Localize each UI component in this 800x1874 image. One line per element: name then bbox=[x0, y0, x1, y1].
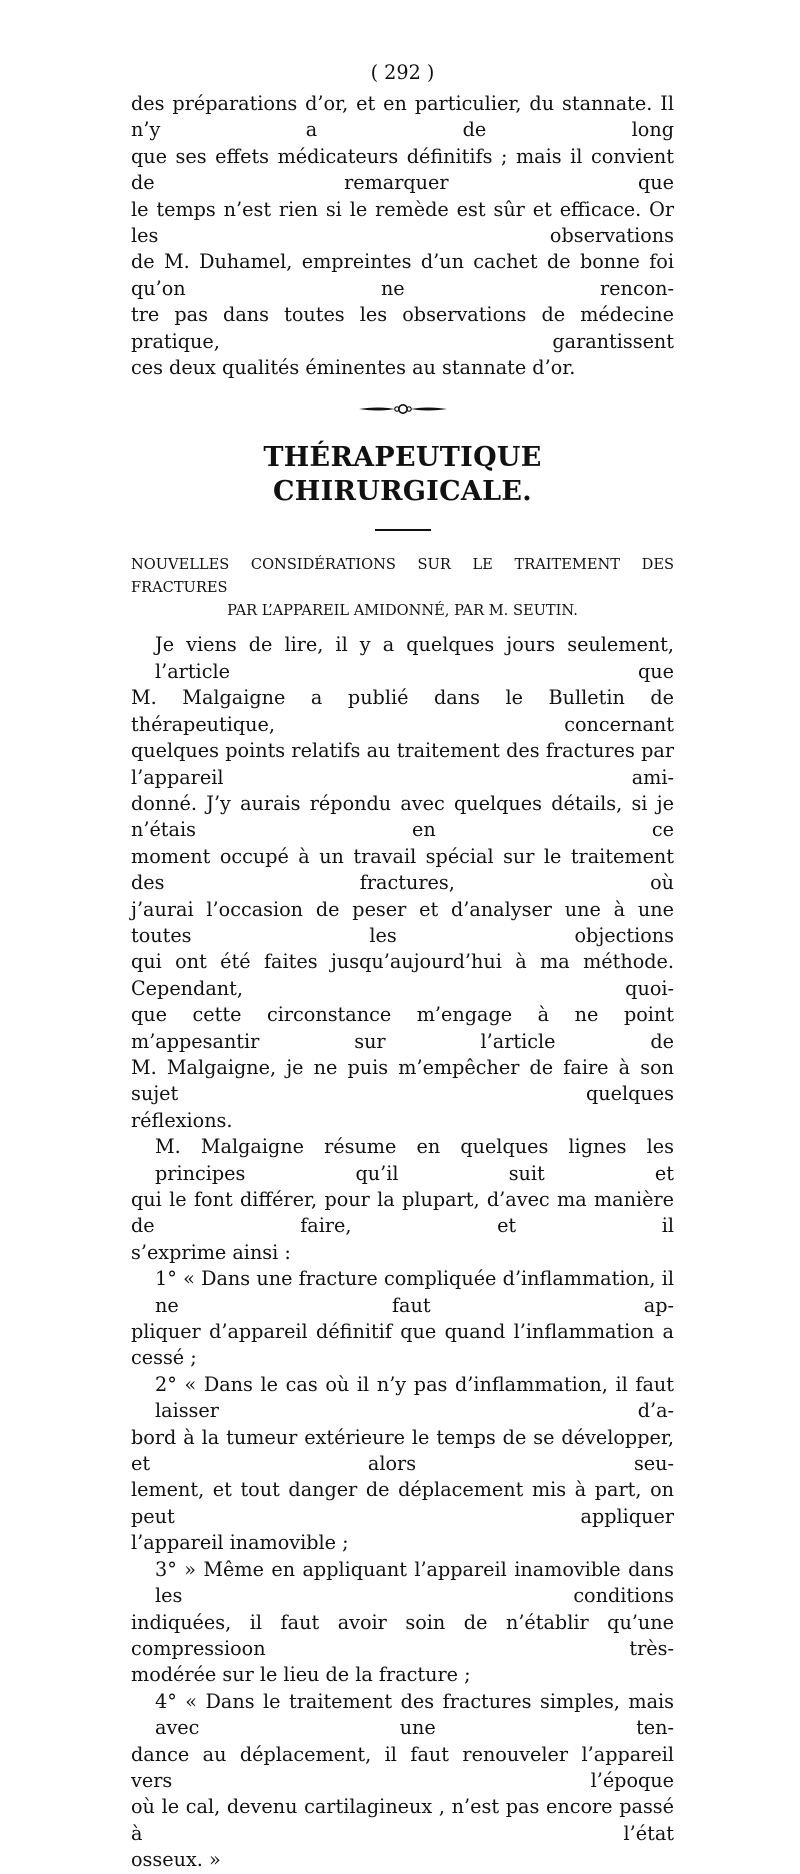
text-line: tre pas dans toutes les observations de médecine pratique, garantissent bbox=[131, 303, 674, 353]
text-line: où le cal, devenu cartilagineux , n’est pas encore passé à l’état bbox=[131, 1795, 674, 1845]
text-line: s’exprime ainsi : bbox=[131, 1240, 291, 1264]
ornament-flourish-icon bbox=[357, 403, 449, 415]
text-line: moment occupé à un travail spécial sur le traitement des fractures, où bbox=[131, 844, 674, 895]
quoted-point-2 bbox=[131, 1372, 674, 1557]
chapter-title: THÉRAPEUTIQUE CHIRURGICALE. bbox=[263, 442, 542, 508]
text-line: M. Malgaigne résume en quelques lignes les principes qu’il suit et bbox=[155, 1135, 674, 1185]
text-line: donné. J’y aurais répondu avec quelques détails, si je n’étais en ce bbox=[131, 791, 674, 842]
text-line: que ses effets médicateurs définitifs ; mais il convient de remarquer que bbox=[131, 144, 674, 195]
quoted-point-4 bbox=[131, 1689, 674, 1874]
article-title-line-1: NOUVELLES CONSIDÉRATIONS SUR LE TRAITEMENT DES FRACTURES bbox=[131, 556, 674, 597]
article-body bbox=[131, 632, 674, 1873]
page-number bbox=[131, 60, 674, 87]
quoted-point-1 bbox=[131, 1266, 674, 1372]
text-line: osseux. » bbox=[131, 1848, 221, 1872]
article-title-line-2: PAR L’APPAREIL AMIDONNÉ, PAR M. SEUTIN. bbox=[227, 602, 578, 620]
paragraph-2 bbox=[131, 1134, 674, 1266]
text-line: des préparations d’or, et en particulier, du stannate. Il n’y a de long bbox=[131, 92, 674, 142]
text-line: le temps n’est rien si le remède est sûr et efficace. Or les observations bbox=[131, 197, 674, 248]
text-line: M. Malgaigne a publié dans le Bulletin de thérapeutique, concernant bbox=[131, 686, 674, 736]
text-line: qui ont été faites jusqu’aujourd’hui à ma méthode. Cependant, quoi- bbox=[131, 950, 674, 1000]
text-line: l’appareil inamovible ; bbox=[131, 1531, 349, 1555]
text-line: de M. Duhamel, empreintes d’un cachet de bonne foi qu’on ne rencon- bbox=[131, 250, 674, 300]
text-line: quelques points relatifs au traitement des fractures par l’appareil ami- bbox=[131, 739, 674, 789]
text-line: 3° » Même en appliquant l’appareil inamovible dans les conditions bbox=[155, 1557, 674, 1608]
text-line: j’aurai l’occasion de peser et d’analyser une à une toutes les objections bbox=[131, 897, 674, 947]
text-line: pliquer d’appareil définitif que quand l’inflammation a cessé ; bbox=[131, 1320, 674, 1370]
text-line: Je viens de lire, il y a quelques jours seulement, l’article que bbox=[155, 633, 674, 683]
title-divider bbox=[375, 529, 431, 531]
text-line: qui le font différer, pour la plupart, d’avec ma manière de faire, et il bbox=[131, 1188, 674, 1238]
text-line: M. Malgaigne, je ne puis m’empêcher de faire à son sujet quelques bbox=[131, 1055, 674, 1106]
quoted-point-3 bbox=[131, 1557, 674, 1689]
article-title bbox=[131, 553, 674, 622]
section-ornament bbox=[131, 403, 674, 417]
text-line: ces deux qualités éminentes au stannate d’or. bbox=[131, 356, 576, 380]
text-line: modérée sur le lieu de la fracture ; bbox=[131, 1663, 471, 1687]
page-number-text: ( 292 ) bbox=[370, 61, 435, 84]
text-line: indiquées, il faut avoir soin de n’établir qu’une compressioon très- bbox=[131, 1610, 674, 1660]
text-column bbox=[131, 60, 674, 1874]
text-line: 1° « Dans une fracture compliquée d’inflammation, il ne faut ap- bbox=[155, 1267, 674, 1317]
text-line: bord à la tumeur extérieure le temps de se développer, et alors seu- bbox=[131, 1425, 674, 1476]
text-line: lement, et tout danger de déplacement mis à part, on peut appliquer bbox=[131, 1478, 674, 1528]
intro-paragraph bbox=[131, 91, 674, 381]
text-line: 2° « Dans le cas où il n’y pas d’inflammation, il faut laisser d’a- bbox=[155, 1372, 674, 1423]
text-line: que cette circonstance m’engage à ne point m’appesantir sur l’article de bbox=[131, 1003, 674, 1053]
text-line: 4° « Dans le traitement des fractures simples, mais avec une ten- bbox=[155, 1689, 674, 1740]
paragraph-1 bbox=[131, 632, 674, 1134]
text-line: réflexions. bbox=[131, 1108, 233, 1132]
text-line: dance au déplacement, il faut renouveler l’appareil vers l’époque bbox=[131, 1742, 674, 1792]
